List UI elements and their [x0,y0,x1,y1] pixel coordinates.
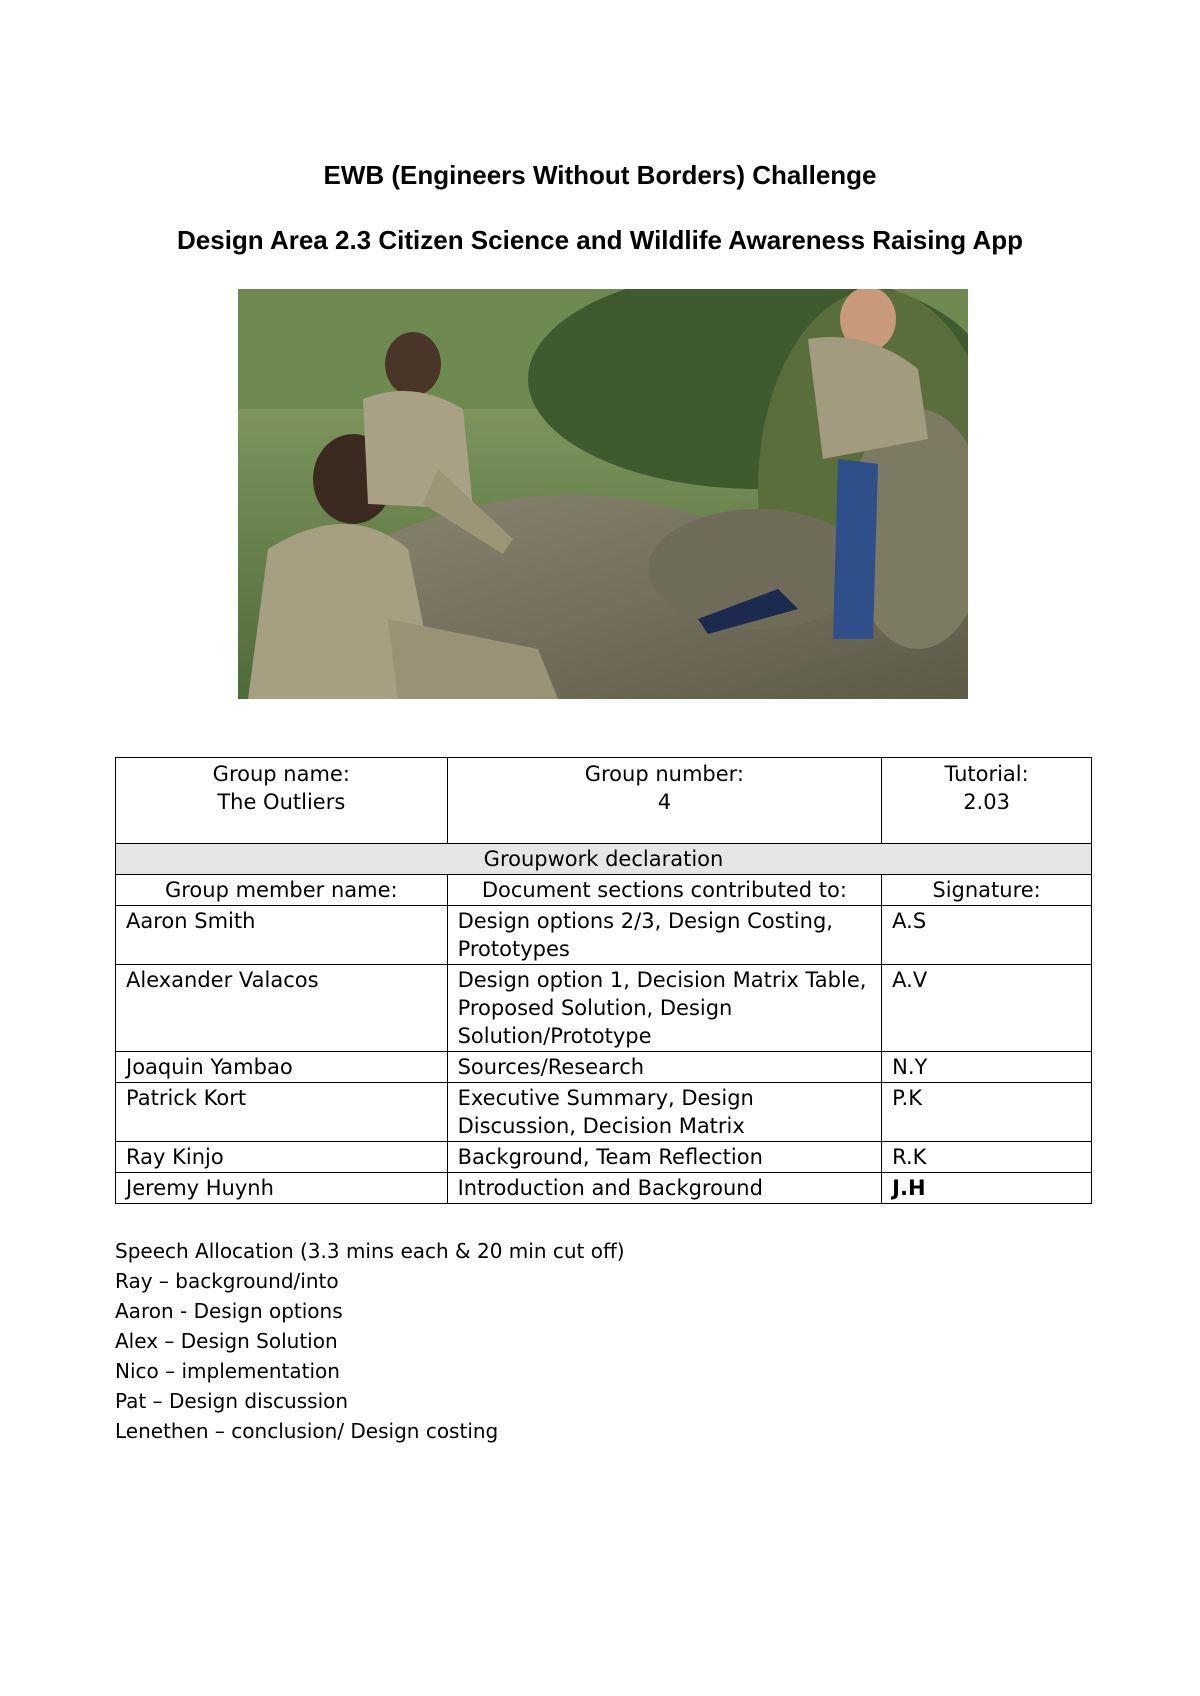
group-name-value: The Outliers [217,790,346,814]
member-name: Patrick Kort [116,1083,448,1142]
member-sections: Background, Team Reflection [447,1142,882,1173]
groupwork-declaration-table [115,757,1092,1204]
member-name: Ray Kinjo [116,1142,448,1173]
speech-line: Pat – Design discussion [115,1389,349,1413]
speech-allocation [115,1236,625,1446]
member-sections: Sources/Research [447,1052,882,1083]
speech-line: Nico – implementation [115,1359,340,1383]
column-header-row [116,875,1092,906]
declaration-title: Groupwork declaration [116,844,1092,875]
member-name: Jeremy Huynh [116,1173,448,1204]
member-sections: Introduction and Background [447,1173,882,1204]
member-signature: P.K [882,1083,1092,1142]
table-row [116,1083,1092,1142]
speech-line: Alex – Design Solution [115,1329,338,1353]
group-name-label: Group name: [212,762,350,786]
group-number-value: 4 [657,790,672,814]
column-header-sections: Document sections contributed to: [447,875,882,906]
document-title: EWB (Engineers Without Borders) Challenge [323,160,877,190]
table-row [116,1052,1092,1083]
table-row [116,906,1092,965]
column-header-member: Group member name: [116,875,448,906]
speech-line: Lenethen – conclusion/ Design costing [115,1419,499,1443]
member-sections: Design options 2/3, Design Costing, Prototypes [447,906,882,965]
speech-line: Ray – background/into [115,1269,339,1293]
tutorial-cell [882,758,1092,844]
speech-line: Aaron - Design options [115,1299,343,1323]
tutorial-label: Tutorial: [944,762,1029,786]
member-signature: A.S [882,906,1092,965]
table-row [116,1142,1092,1173]
group-name-cell [116,758,448,844]
group-number-cell [447,758,882,844]
rangers-by-creek-photo [238,289,968,699]
column-header-signature: Signature: [882,875,1092,906]
design-area-title: Design Area 2.3 Citizen Science and Wildlife Awareness Raising App [177,225,1023,255]
member-sections: Design option 1, Decision Matrix Table, Proposed Solution, Design Solution/Prototype [447,965,882,1052]
member-name: Alexander Valacos [116,965,448,1052]
group-number-label: Group number: [584,762,745,786]
tutorial-value: 2.03 [963,790,1010,814]
speech-heading: Speech Allocation (3.3 mins each & 20 min cut off) [115,1239,625,1263]
table-row [116,965,1092,1052]
member-name: Joaquin Yambao [116,1052,448,1083]
member-signature: R.K [882,1142,1092,1173]
member-signature: J.H [882,1173,1092,1204]
member-name: Aaron Smith [116,906,448,965]
member-signature: N.Y [882,1052,1092,1083]
declaration-title-row [116,844,1092,875]
member-sections: Executive Summary, Design Discussion, Decision Matrix [447,1083,882,1142]
group-info-row [116,758,1092,844]
table-row [116,1173,1092,1204]
member-signature: A.V [882,965,1092,1052]
